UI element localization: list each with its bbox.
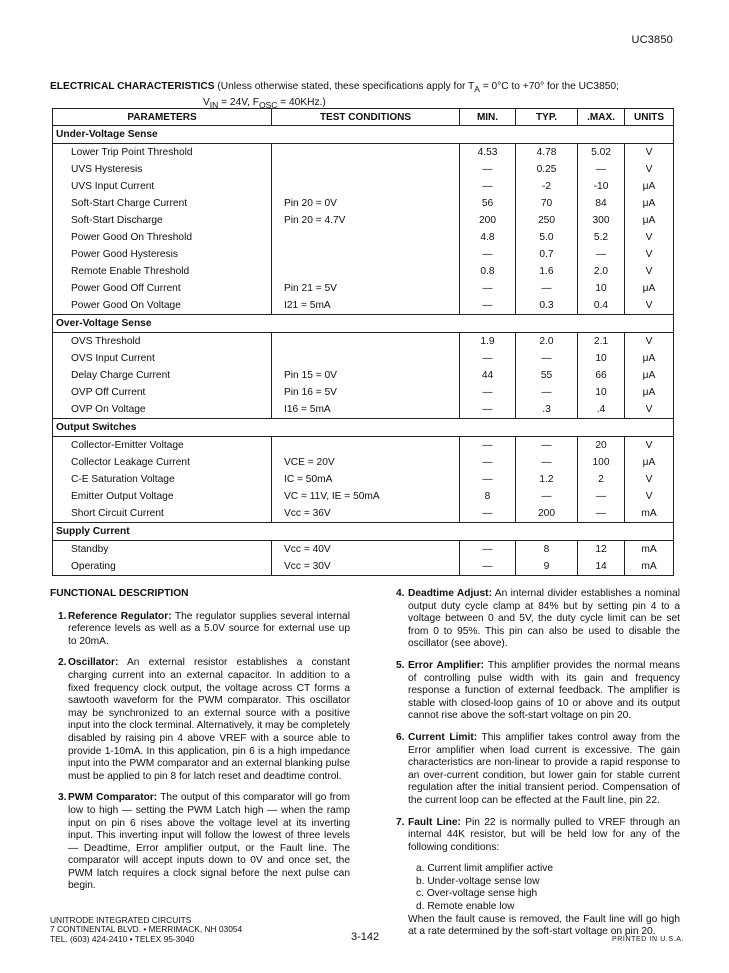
fault-recovery-text: When the fault cause is removed, the Fault line will go high at a rate determined by the soft-start voltage on pin 20. xyxy=(408,913,680,938)
test-condition-cell: Pin 20 = 0V xyxy=(272,195,460,212)
header-min: MIN. xyxy=(460,109,516,126)
units-cell: μA xyxy=(625,280,674,297)
max-cell: — xyxy=(578,246,625,263)
description-item xyxy=(394,660,680,723)
description-item xyxy=(50,792,350,893)
min-cell: 0.8 xyxy=(460,263,516,280)
min-cell: — xyxy=(460,246,516,263)
table-row xyxy=(53,471,674,488)
units-cell: μA xyxy=(625,350,674,367)
max-cell: 300 xyxy=(578,212,625,229)
units-cell: V xyxy=(625,333,674,351)
units-cell: V xyxy=(625,161,674,178)
item-lead: Reference Regulator: xyxy=(68,610,172,622)
typ-cell: 0.3 xyxy=(516,297,578,315)
test-condition-cell: Pin 15 = 0V xyxy=(272,367,460,384)
table-row xyxy=(53,212,674,229)
ec-note: (Unless otherwise stated, these specifications apply for T xyxy=(217,81,475,92)
table-row xyxy=(53,384,674,401)
item-text: The regulator supplies several internal reference levels as well as a 5.0V source for external use up to 20mA. xyxy=(68,610,350,647)
typ-cell: — xyxy=(516,350,578,367)
item-text: This amplifier takes control away from the Error amplifier when load current is excessive. The gain characteristics are non-linear to provide a rapid response to an over-current condition, but lower gain for stable current regulation after the initial transient period. Compensation of the current loop can be effected at the Fault line, pin 22. xyxy=(408,731,680,806)
item-lead: Oscillator: xyxy=(68,657,119,669)
typ-cell: — xyxy=(516,488,578,505)
functional-description-right-column xyxy=(394,588,680,939)
description-item xyxy=(394,817,680,855)
min-cell: — xyxy=(460,471,516,488)
table-row xyxy=(53,505,674,523)
test-condition-cell xyxy=(272,246,460,263)
test-condition-cell xyxy=(272,229,460,246)
units-cell: μA xyxy=(625,454,674,471)
typ-cell: 0.7 xyxy=(516,246,578,263)
typ-cell: — xyxy=(516,437,578,455)
parameter-cell: Operating xyxy=(53,558,272,576)
item-lead: Fault Line: xyxy=(408,816,461,828)
max-cell: 0.4 xyxy=(578,297,625,315)
header-parameters: PARAMETERS xyxy=(53,109,272,126)
table-row xyxy=(53,488,674,505)
units-cell: V xyxy=(625,437,674,455)
section-header-row xyxy=(53,523,674,541)
item-text: This amplifier provides the normal means of controlling pulse width with its gain and frequency response a function of external feedback. The amplifier is stable with closed-loop gains of 10 or above and its output cannot rise above the soft-start voltage on pin 20. xyxy=(408,659,680,722)
item-lead: Error Amplifier: xyxy=(408,659,485,671)
table-row xyxy=(53,350,674,367)
max-cell: 10 xyxy=(578,350,625,367)
table-row xyxy=(53,178,674,195)
fault-condition: b. Under-voltage sense low xyxy=(416,875,540,887)
typ-cell: 2.0 xyxy=(516,333,578,351)
min-cell: — xyxy=(460,401,516,419)
parameter-cell: OVP Off Current xyxy=(53,384,272,401)
test-condition-cell xyxy=(272,263,460,280)
fault-condition: d. Remote enable low xyxy=(416,901,515,913)
parameter-cell: Power Good On Threshold xyxy=(53,229,272,246)
part-number: UC3850 xyxy=(631,34,673,46)
min-cell: — xyxy=(460,437,516,455)
table-row xyxy=(53,263,674,280)
max-cell: — xyxy=(578,505,625,523)
section-title: Supply Current xyxy=(53,523,674,541)
parameter-cell: Delay Charge Current xyxy=(53,367,272,384)
min-cell: — xyxy=(460,350,516,367)
typ-cell: 250 xyxy=(516,212,578,229)
typ-cell: 9 xyxy=(516,558,578,576)
functional-description-title: FUNCTIONAL DESCRIPTION xyxy=(50,588,189,599)
typ-cell: 4.78 xyxy=(516,144,578,162)
test-condition-cell: Vcc = 40V xyxy=(272,541,460,559)
header-test-conditions: TEST CONDITIONS xyxy=(272,109,460,126)
header-typ: TYP. xyxy=(516,109,578,126)
typ-cell: — xyxy=(516,280,578,297)
description-item xyxy=(394,732,680,808)
max-cell: 14 xyxy=(578,558,625,576)
test-condition-cell xyxy=(272,350,460,367)
parameter-cell: Remote Enable Threshold xyxy=(53,263,272,280)
table-row xyxy=(53,333,674,351)
max-cell: 5.2 xyxy=(578,229,625,246)
min-cell: — xyxy=(460,280,516,297)
table-header-row xyxy=(53,109,674,126)
parameter-cell: UVS Input Current xyxy=(53,178,272,195)
units-cell: μA xyxy=(625,195,674,212)
parameter-cell: OVP On Voltage xyxy=(53,401,272,419)
max-cell: 12 xyxy=(578,541,625,559)
max-cell: 66 xyxy=(578,367,625,384)
parameter-cell: Emitter Output Voltage xyxy=(53,488,272,505)
typ-cell: 1.2 xyxy=(516,471,578,488)
units-cell: μA xyxy=(625,212,674,229)
item-number: 1. xyxy=(58,610,67,622)
max-cell: 2 xyxy=(578,471,625,488)
units-cell: V xyxy=(625,471,674,488)
typ-cell: 8 xyxy=(516,541,578,559)
min-cell: 8 xyxy=(460,488,516,505)
test-condition-cell: IC = 50mA xyxy=(272,471,460,488)
units-cell: μA xyxy=(625,367,674,384)
description-item xyxy=(394,588,680,651)
parameter-cell: Collector-Emitter Voltage xyxy=(53,437,272,455)
units-cell: mA xyxy=(625,505,674,523)
page-number: 3-142 xyxy=(351,931,380,943)
parameter-cell: Power Good On Voltage xyxy=(53,297,272,315)
test-condition-cell xyxy=(272,178,460,195)
min-cell: — xyxy=(460,178,516,195)
item-text: The output of this comparator will go from low to high — setting the PWM Latch high — when the ramp input on pin 6 rises above the voltage level at its inverting input. This inverting input will follow the lowest of three levels — Deadtime, Error amplifier output, or the Fault line. The comparator will accept inputs down to 0V and once set, the PWM latch requires a clock signal before the next pulse can begin. xyxy=(68,792,350,892)
units-cell: μA xyxy=(625,384,674,401)
typ-cell: .3 xyxy=(516,401,578,419)
units-cell: V xyxy=(625,401,674,419)
test-condition-cell xyxy=(272,333,460,351)
section-title: Output Switches xyxy=(53,419,674,437)
units-cell: V xyxy=(625,229,674,246)
units-cell: V xyxy=(625,144,674,162)
max-cell: 10 xyxy=(578,280,625,297)
typ-cell: 1.6 xyxy=(516,263,578,280)
test-condition-cell: VCE = 20V xyxy=(272,454,460,471)
typ-cell: 70 xyxy=(516,195,578,212)
max-cell: 20 xyxy=(578,437,625,455)
item-text: An external resistor establishes a constant charging current into an external capacitor. In addition to a fixed frequency clock output, the voltage across CT forms a sawtooth waveform for the PWM comparator. This oscillator may be synchronized to an external source with a positive input into the clock terminal. Alternatively, it may be completely disabled by raising pin 4 above VREF with a source able to provide 1-10mA. In this application, pin 6 is a high impedance input into the PWM comparator and an external blanking pulse must be applied to pin 8 for latch reset and deadtime control. xyxy=(68,657,350,782)
table-row xyxy=(53,195,674,212)
item-lead: PWM Comparator: xyxy=(68,792,158,804)
table-row xyxy=(53,144,674,162)
table-row xyxy=(53,401,674,419)
max-cell: 2.1 xyxy=(578,333,625,351)
max-cell: — xyxy=(578,488,625,505)
item-number: 2. xyxy=(58,657,67,669)
min-cell: — xyxy=(460,454,516,471)
section-title: Over-Voltage Sense xyxy=(53,315,674,333)
test-condition-cell: Vcc = 30V xyxy=(272,558,460,576)
fault-condition: a. Current limit amplifier active xyxy=(416,863,554,875)
test-condition-cell: Pin 16 = 5V xyxy=(272,384,460,401)
parameter-cell: Standby xyxy=(53,541,272,559)
min-cell: — xyxy=(460,297,516,315)
test-condition-cell: Pin 21 = 5V xyxy=(272,280,460,297)
table-row xyxy=(53,541,674,559)
section-header-row xyxy=(53,126,674,144)
item-text: An internal divider establishes a nominal output duty cycle clamp at 84% but by setting pin 4 to a voltage between 0 and 5V, the duty cycle limit can be set from 0 to 95%. This pin can also be used to disable the oscillator (see above). xyxy=(408,588,680,650)
parameter-cell: Power Good Hysteresis xyxy=(53,246,272,263)
ec-label: ELECTRICAL CHARACTERISTICS xyxy=(50,81,215,92)
table-row xyxy=(53,454,674,471)
header-units: UNITS xyxy=(625,109,674,126)
parameter-cell: Soft-Start Charge Current xyxy=(53,195,272,212)
max-cell: 100 xyxy=(578,454,625,471)
electrical-characteristics-heading: ELECTRICAL CHARACTERISTICS (Unless otherwise stated, these specifications apply for $T_A = 0^\circ C$ to +70° for the UC3850; $V_{IN} = 24V$, $F_{OSC} = 40KHz$.) xyxy=(50,80,690,112)
ec-conditions: $V_{IN} = 24V$, $F_{OSC} = 40KHz$.) xyxy=(203,97,326,111)
units-cell: V xyxy=(625,488,674,505)
min-cell: — xyxy=(460,541,516,559)
parameter-cell: C-E Saturation Voltage xyxy=(53,471,272,488)
item-number: 5. xyxy=(396,659,405,671)
typ-cell: — xyxy=(516,384,578,401)
parameter-cell: OVS Input Current xyxy=(53,350,272,367)
parameter-cell: Power Good Off Current xyxy=(53,280,272,297)
min-cell: — xyxy=(460,505,516,523)
table-row xyxy=(53,229,674,246)
item-number: 3. xyxy=(58,792,67,804)
item-number: 4. xyxy=(396,588,405,599)
max-cell: 5.02 xyxy=(578,144,625,162)
parameter-cell: UVS Hysteresis xyxy=(53,161,272,178)
min-cell: — xyxy=(460,384,516,401)
parameter-cell: Lower Trip Point Threshold xyxy=(53,144,272,162)
test-condition-cell xyxy=(272,144,460,162)
test-condition-cell: I16 = 5mA xyxy=(272,401,460,419)
test-condition-cell: VC = 11V, IE = 50mA xyxy=(272,488,460,505)
item-lead: Deadtime Adjust: xyxy=(408,588,492,599)
test-condition-cell xyxy=(272,161,460,178)
table-row xyxy=(53,437,674,455)
parameter-cell: Soft-Start Discharge xyxy=(53,212,272,229)
item-lead: Current Limit: xyxy=(408,731,478,743)
max-cell: 84 xyxy=(578,195,625,212)
max-cell: -10 xyxy=(578,178,625,195)
max-cell: 10 xyxy=(578,384,625,401)
typ-cell: 5.0 xyxy=(516,229,578,246)
printed-in-usa: PRINTED IN U.S.A. xyxy=(612,936,685,943)
typ-cell: 200 xyxy=(516,505,578,523)
section-header-row xyxy=(53,315,674,333)
fault-conditions-list xyxy=(394,863,680,913)
max-cell: 2.0 xyxy=(578,263,625,280)
table-row xyxy=(53,558,674,576)
section-header-row xyxy=(53,419,674,437)
description-item xyxy=(50,657,350,783)
functional-description-left-column xyxy=(50,588,350,902)
test-condition-cell: Pin 20 = 4.7V xyxy=(272,212,460,229)
min-cell: — xyxy=(460,558,516,576)
min-cell: 44 xyxy=(460,367,516,384)
typ-cell: 55 xyxy=(516,367,578,384)
parameter-cell: OVS Threshold xyxy=(53,333,272,351)
item-text: Pin 22 is normally pulled to VREF through an internal 44K resistor, but will be held low for any of the following conditions: xyxy=(408,816,680,853)
min-cell: 1.9 xyxy=(460,333,516,351)
table-row xyxy=(53,367,674,384)
min-cell: — xyxy=(460,161,516,178)
table-row xyxy=(53,246,674,263)
units-cell: mA xyxy=(625,558,674,576)
units-cell: V xyxy=(625,246,674,263)
min-cell: 4.8 xyxy=(460,229,516,246)
units-cell: V xyxy=(625,297,674,315)
item-number: 7. xyxy=(396,816,405,828)
test-condition-cell xyxy=(272,437,460,455)
parameter-cell: Collector Leakage Current xyxy=(53,454,272,471)
typ-cell: — xyxy=(516,454,578,471)
table-row xyxy=(53,297,674,315)
min-cell: 4.53 xyxy=(460,144,516,162)
header-max: .MAX. xyxy=(578,109,625,126)
fault-condition: c. Over-voltage sense high xyxy=(416,888,538,900)
test-condition-cell: Vcc = 36V xyxy=(272,505,460,523)
table-row xyxy=(53,280,674,297)
typ-cell: -2 xyxy=(516,178,578,195)
electrical-characteristics-table xyxy=(52,108,674,576)
item-number: 6. xyxy=(396,731,405,743)
units-cell: V xyxy=(625,263,674,280)
typ-cell: 0.25 xyxy=(516,161,578,178)
description-item xyxy=(50,611,350,649)
min-cell: 56 xyxy=(460,195,516,212)
min-cell: 200 xyxy=(460,212,516,229)
units-cell: mA xyxy=(625,541,674,559)
table-row xyxy=(53,161,674,178)
units-cell: μA xyxy=(625,178,674,195)
parameter-cell: Short Circuit Current xyxy=(53,505,272,523)
section-title: Under-Voltage Sense xyxy=(53,126,674,144)
test-condition-cell: I21 = 5mA xyxy=(272,297,460,315)
company-address: UNITRODE INTEGRATED CIRCUITS 7 CONTINENTAL BLVD. • MERRIMACK, NH 03054 TEL. (603) 424-2410 • TELEX 95-3040 xyxy=(50,915,243,944)
max-cell: — xyxy=(578,161,625,178)
max-cell: .4 xyxy=(578,401,625,419)
